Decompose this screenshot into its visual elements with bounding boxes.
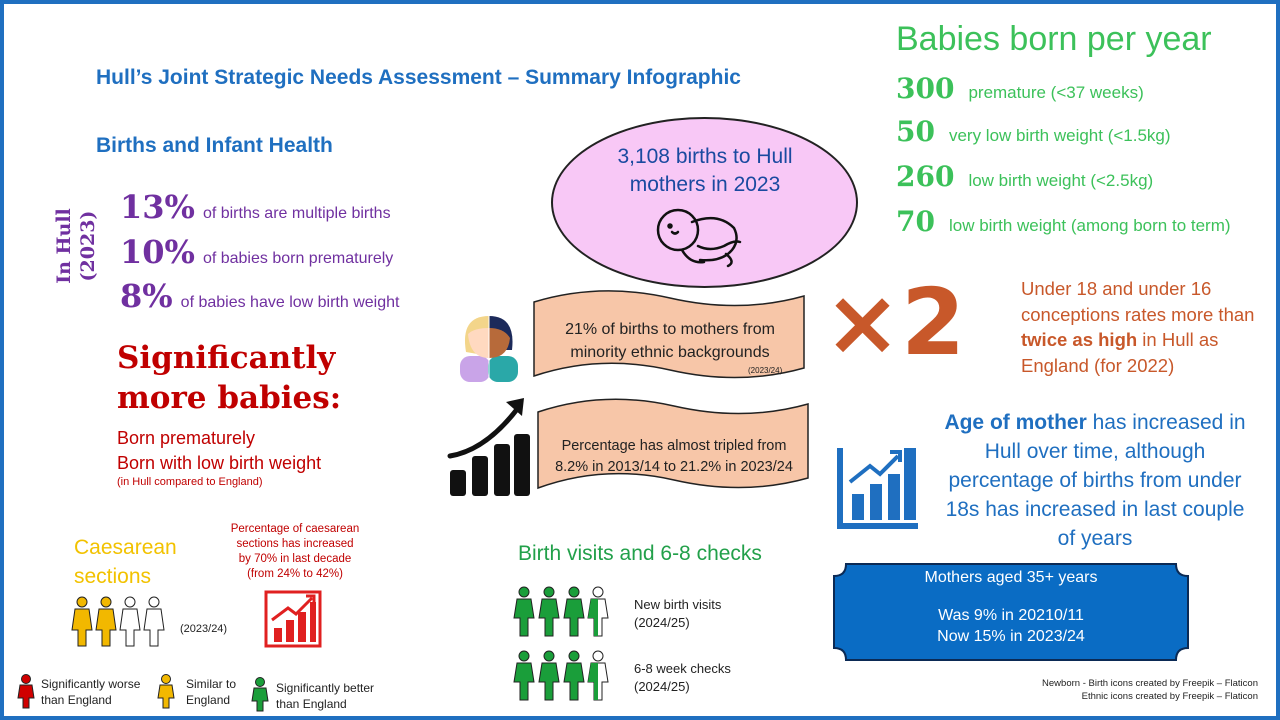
page-title: Hull’s Joint Strategic Needs Assessment – Summary Infographic (96, 66, 741, 89)
in-hull-label: In Hull (2023) (53, 208, 99, 284)
babies-row-premature: 300 premature (<37 weeks) (896, 72, 1144, 105)
better-person-icon (248, 677, 272, 713)
visits-people-row-2 (512, 650, 612, 702)
stat-low-birth-weight: 8% of babies have low birth weight (120, 277, 400, 315)
six-eight-week-checks-label: 6-8 week checks (2024/25) (634, 661, 731, 694)
worse-person-icon (14, 674, 38, 710)
times-two-graphic: ×2 (824, 269, 966, 376)
person-icon (96, 597, 116, 646)
caesarean-person-icons (70, 596, 170, 652)
stat-premature: 10% of babies born prematurely (120, 233, 394, 271)
significant-note: (in Hull compared to England) (117, 476, 263, 488)
person-icon (72, 597, 92, 646)
trend-text: Percentage has almost tripled from 8.2% in 2013/14 to 21.2% in 2023/24 (555, 438, 793, 475)
legend-worse-label: Significantly worse than England (41, 677, 141, 707)
mother-age-text: Age of mother has increased in Hull over time, although percentage of births from under 18s has increased in last couple of years (944, 411, 1246, 550)
significant-list: Born prematurely Born with low birth weight (117, 428, 322, 473)
babies-row-low-weight: 260 low birth weight (<2.5kg) (896, 160, 1154, 193)
new-birth-visits-label: New birth visits (2024/25) (634, 597, 722, 630)
babies-row-very-low-weight: 50 very low birth weight (<1.5kg) (896, 115, 1171, 148)
babies-per-year-title: Babies born per year (896, 20, 1212, 58)
ethnic-faces-icon (456, 312, 522, 384)
similar-person-icon (154, 674, 178, 710)
significant-title: Significantly more babies: (117, 340, 342, 416)
caesarean-title: Caesarean sections (74, 536, 177, 588)
mothers-35-text: Mothers aged 35+ years Was 9% in 20210/11 Now 15% in 2023/24 (924, 569, 1098, 645)
legend-similar-label: Similar to England (186, 677, 237, 707)
caesarean-period: (2023/24) (180, 623, 228, 635)
person-icon (120, 597, 140, 646)
caesarean-note: Percentage of caesarean sections has increased by 70% in last decade (from 24% to 42%) (230, 523, 360, 580)
person-icon (144, 597, 164, 646)
visits-people-row-1 (512, 586, 612, 638)
ethnic-text: 21% of births to mothers from minority ethnic backgrounds (565, 321, 775, 361)
ethnic-period: (2023/24) (748, 366, 783, 375)
icon-credits: Newborn - Birth icons created by Freepik – Flaticon Ethnic icons created by Freepik – Flaticon (1042, 678, 1258, 702)
births-ellipse-text: 3,108 births to Hull mothers in 2023 (617, 145, 793, 196)
stat-multiple-births: 13% of births are multiple births (120, 188, 391, 226)
growth-chart-icon (446, 394, 532, 500)
increase-chart-icon (264, 590, 322, 648)
babies-row-low-weight-term: 70 low birth weight (among born to term) (896, 205, 1231, 238)
visits-title: Birth visits and 6-8 checks (518, 542, 762, 565)
newborn-baby-icon (648, 206, 744, 270)
bar-chart-growth-icon (836, 444, 922, 530)
section-title: Births and Infant Health (96, 134, 333, 157)
conceptions-text: Under 18 and under 16 conceptions rates more than twice as high in Hull as England (for 2022) (1021, 278, 1255, 376)
legend-better-label: Significantly better than England (276, 681, 375, 711)
